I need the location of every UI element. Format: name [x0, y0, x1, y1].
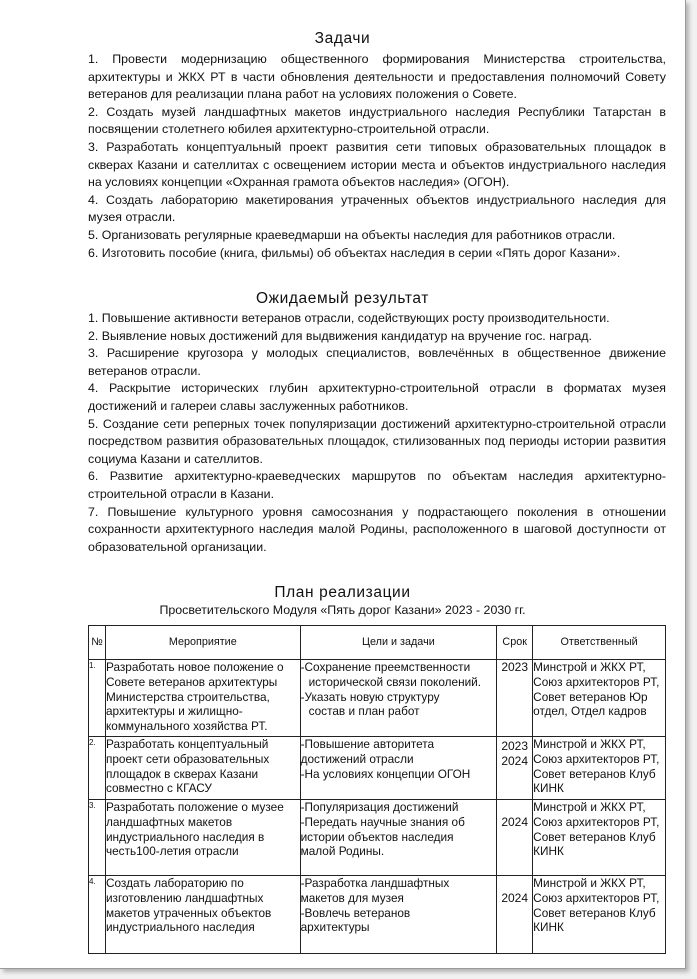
header-event: Мероприятие [105, 626, 300, 660]
row-responsible: Минстрой и ЖКХ РТ, Союз архитекторов РТ, Совет ветеранов Юр отдел, Отдел кадров [533, 660, 666, 737]
row-goals [300, 876, 497, 954]
row-event: Разработать новое положение о Совете ветеранов архитектуры Министерства строительства, архитектуры и жилищно-коммунального хозяйства РТ. [105, 660, 300, 737]
result-item: 4. Раскрытие исторических глубин архитектурно-строительной отрасли в форматах музея достижений и галереи славы заслуженных работников. [88, 381, 666, 413]
task-item: 3. Разработать концептуальный проект развития сети типовых образовательных площадок в скверах Казани и сателлитах с освещением истории места и объектов индустриального наследия на условиях концепции «Охранная грамота объектов наследия» (ОГОН). [88, 139, 666, 190]
row-num: 4. [89, 876, 106, 954]
row-goals [300, 737, 497, 800]
goal-line: -Сохранение преемственности [300, 660, 471, 674]
row-goals [300, 660, 497, 737]
task-item: 5. Организовать регулярные краеведмарши на объекты наследия для работников отрасли. [88, 227, 616, 242]
table-header-row [89, 626, 666, 660]
results-list [88, 310, 666, 556]
header-goals: Цели и задачи [300, 626, 497, 660]
result-item: 1. Повышение активности ветеранов отрасли, содействующих росту производительности. [88, 311, 610, 325]
row-term [497, 737, 533, 800]
term-year: 2024 [501, 753, 529, 768]
row-num: 2. [89, 737, 106, 800]
row-event: Разработать положение о музее ландшафтных макетов индустриального наследия в честь100-летия отрасли [105, 800, 300, 876]
row-num: 3. [89, 800, 106, 876]
row-responsible: Минстрой и ЖКХ РТ, Союз архитекторов РТ, Совет ветеранов Клуб КИНК [533, 876, 666, 954]
goal-line: исторической связи поколений. [308, 674, 482, 689]
plan-heading: План реализации [274, 584, 411, 601]
goal-line: архитектуры [300, 920, 370, 935]
goal-line: -Указать новую структуру [300, 689, 440, 704]
task-item: 1. Провести модернизацию общественного формирования Министерства строительства, архитектуры и ЖКХ РТ в части обновления деятельности и предоставления полномочий Совету ветеранов для реализации плана работ на условиях положения о Совете. [88, 52, 666, 102]
row-responsible: Минстрой и ЖКХ РТ, Союз архитекторов РТ, Совет ветеранов Клуб КИНК [533, 800, 666, 876]
plan-subtitle: Просветительского Модуля «Пять дорог Казани» 2023 - 2030 гг. [159, 603, 526, 617]
row-term [497, 876, 533, 954]
result-item: 3. Расширение кругозора у молодых специалистов, вовлечённых в общественное движение ветеранов отрасли. [88, 346, 666, 378]
row-event: Создать лабораторию по изготовлению ландшафтных макетов утраченных объектов индустриального наследия [105, 876, 300, 954]
goal-line: -Повышение авторитета [300, 737, 435, 751]
row-num: 1. [89, 660, 106, 737]
header-num: № [89, 626, 106, 660]
term-year: 2023 [501, 660, 529, 674]
result-item: 2. Выявление новых достижений для выдвижения кандидатур на вручение гос. наград. [88, 328, 592, 343]
goal-line: -Вовлечь ветеранов [300, 905, 411, 920]
term-year: 2024 [501, 815, 529, 829]
results-heading: Ожидаемый результат [256, 290, 429, 307]
plan-table [88, 625, 666, 954]
task-item: 4. Создать лабораторию макетирования утраченных объектов индустриального наследия для музея отрасли. [88, 192, 666, 225]
row-responsible: Минстрой и ЖКХ РТ, Союз архитекторов РТ, Совет ветеранов Клуб КИНК [533, 737, 666, 800]
goal-line: -Разработка ландшафтных [300, 876, 450, 890]
table-row [89, 800, 666, 876]
table-row [89, 876, 666, 954]
goal-line: истории объектов наследия [300, 829, 454, 844]
header-term: Срок [497, 626, 533, 660]
task-item: 6. Изготовить пособие (книга, фильмы) об объектах наследия в серии «Пять дорог Казани». [88, 245, 621, 260]
row-term [497, 660, 533, 737]
row-goals [300, 800, 497, 876]
goal-line: -Популяризация достижений [300, 800, 459, 814]
result-item: 7. Повышение культурного уровня самосознания у подрастающего поколения в отношении сохранности архитектурного наследия малой Родины, расположенного в шаговой доступности от образовательной организации. [88, 504, 666, 554]
goal-line: -Передать научные знания об [300, 814, 465, 829]
task-item: 2. Создать музей ландшафтных макетов индустриального наследия Республики Татарстан в посвящении столетнего юбилея архитектурно-строительной отрасли. [88, 104, 666, 137]
header-responsible: Ответственный [533, 626, 666, 660]
term-year: 2024 [501, 891, 529, 905]
result-item: 5. Создание сети реперных точек популяризации достижений архитектурно-строительной отрасли посредством развития образовательных площадок, стилизованных под периоды истории развития социума Казани и сателлитов. [88, 416, 666, 466]
goal-line: малой Родины. [300, 844, 385, 859]
tasks-heading: Задачи [314, 30, 371, 47]
table-row [89, 737, 666, 800]
goal-line: -На условиях концепции ОГОН [300, 766, 471, 781]
goal-line: состав и план работ [308, 704, 420, 719]
result-item: 6. Развитие архитектурно-краеведческих маршрутов по объектам наследия архитектурно-строительной отрасли в Казани. [88, 469, 666, 501]
row-term [497, 800, 533, 876]
goal-line: макетов для музея [300, 890, 404, 905]
table-row [89, 660, 666, 737]
term-year: 2023 [501, 739, 529, 753]
row-event: Разработать концептуальный проект сети образовательных площадок в скверах Казани совместно с КГАСУ [105, 737, 300, 800]
goal-line: достижений отрасли [300, 751, 414, 766]
tasks-list [88, 51, 666, 262]
